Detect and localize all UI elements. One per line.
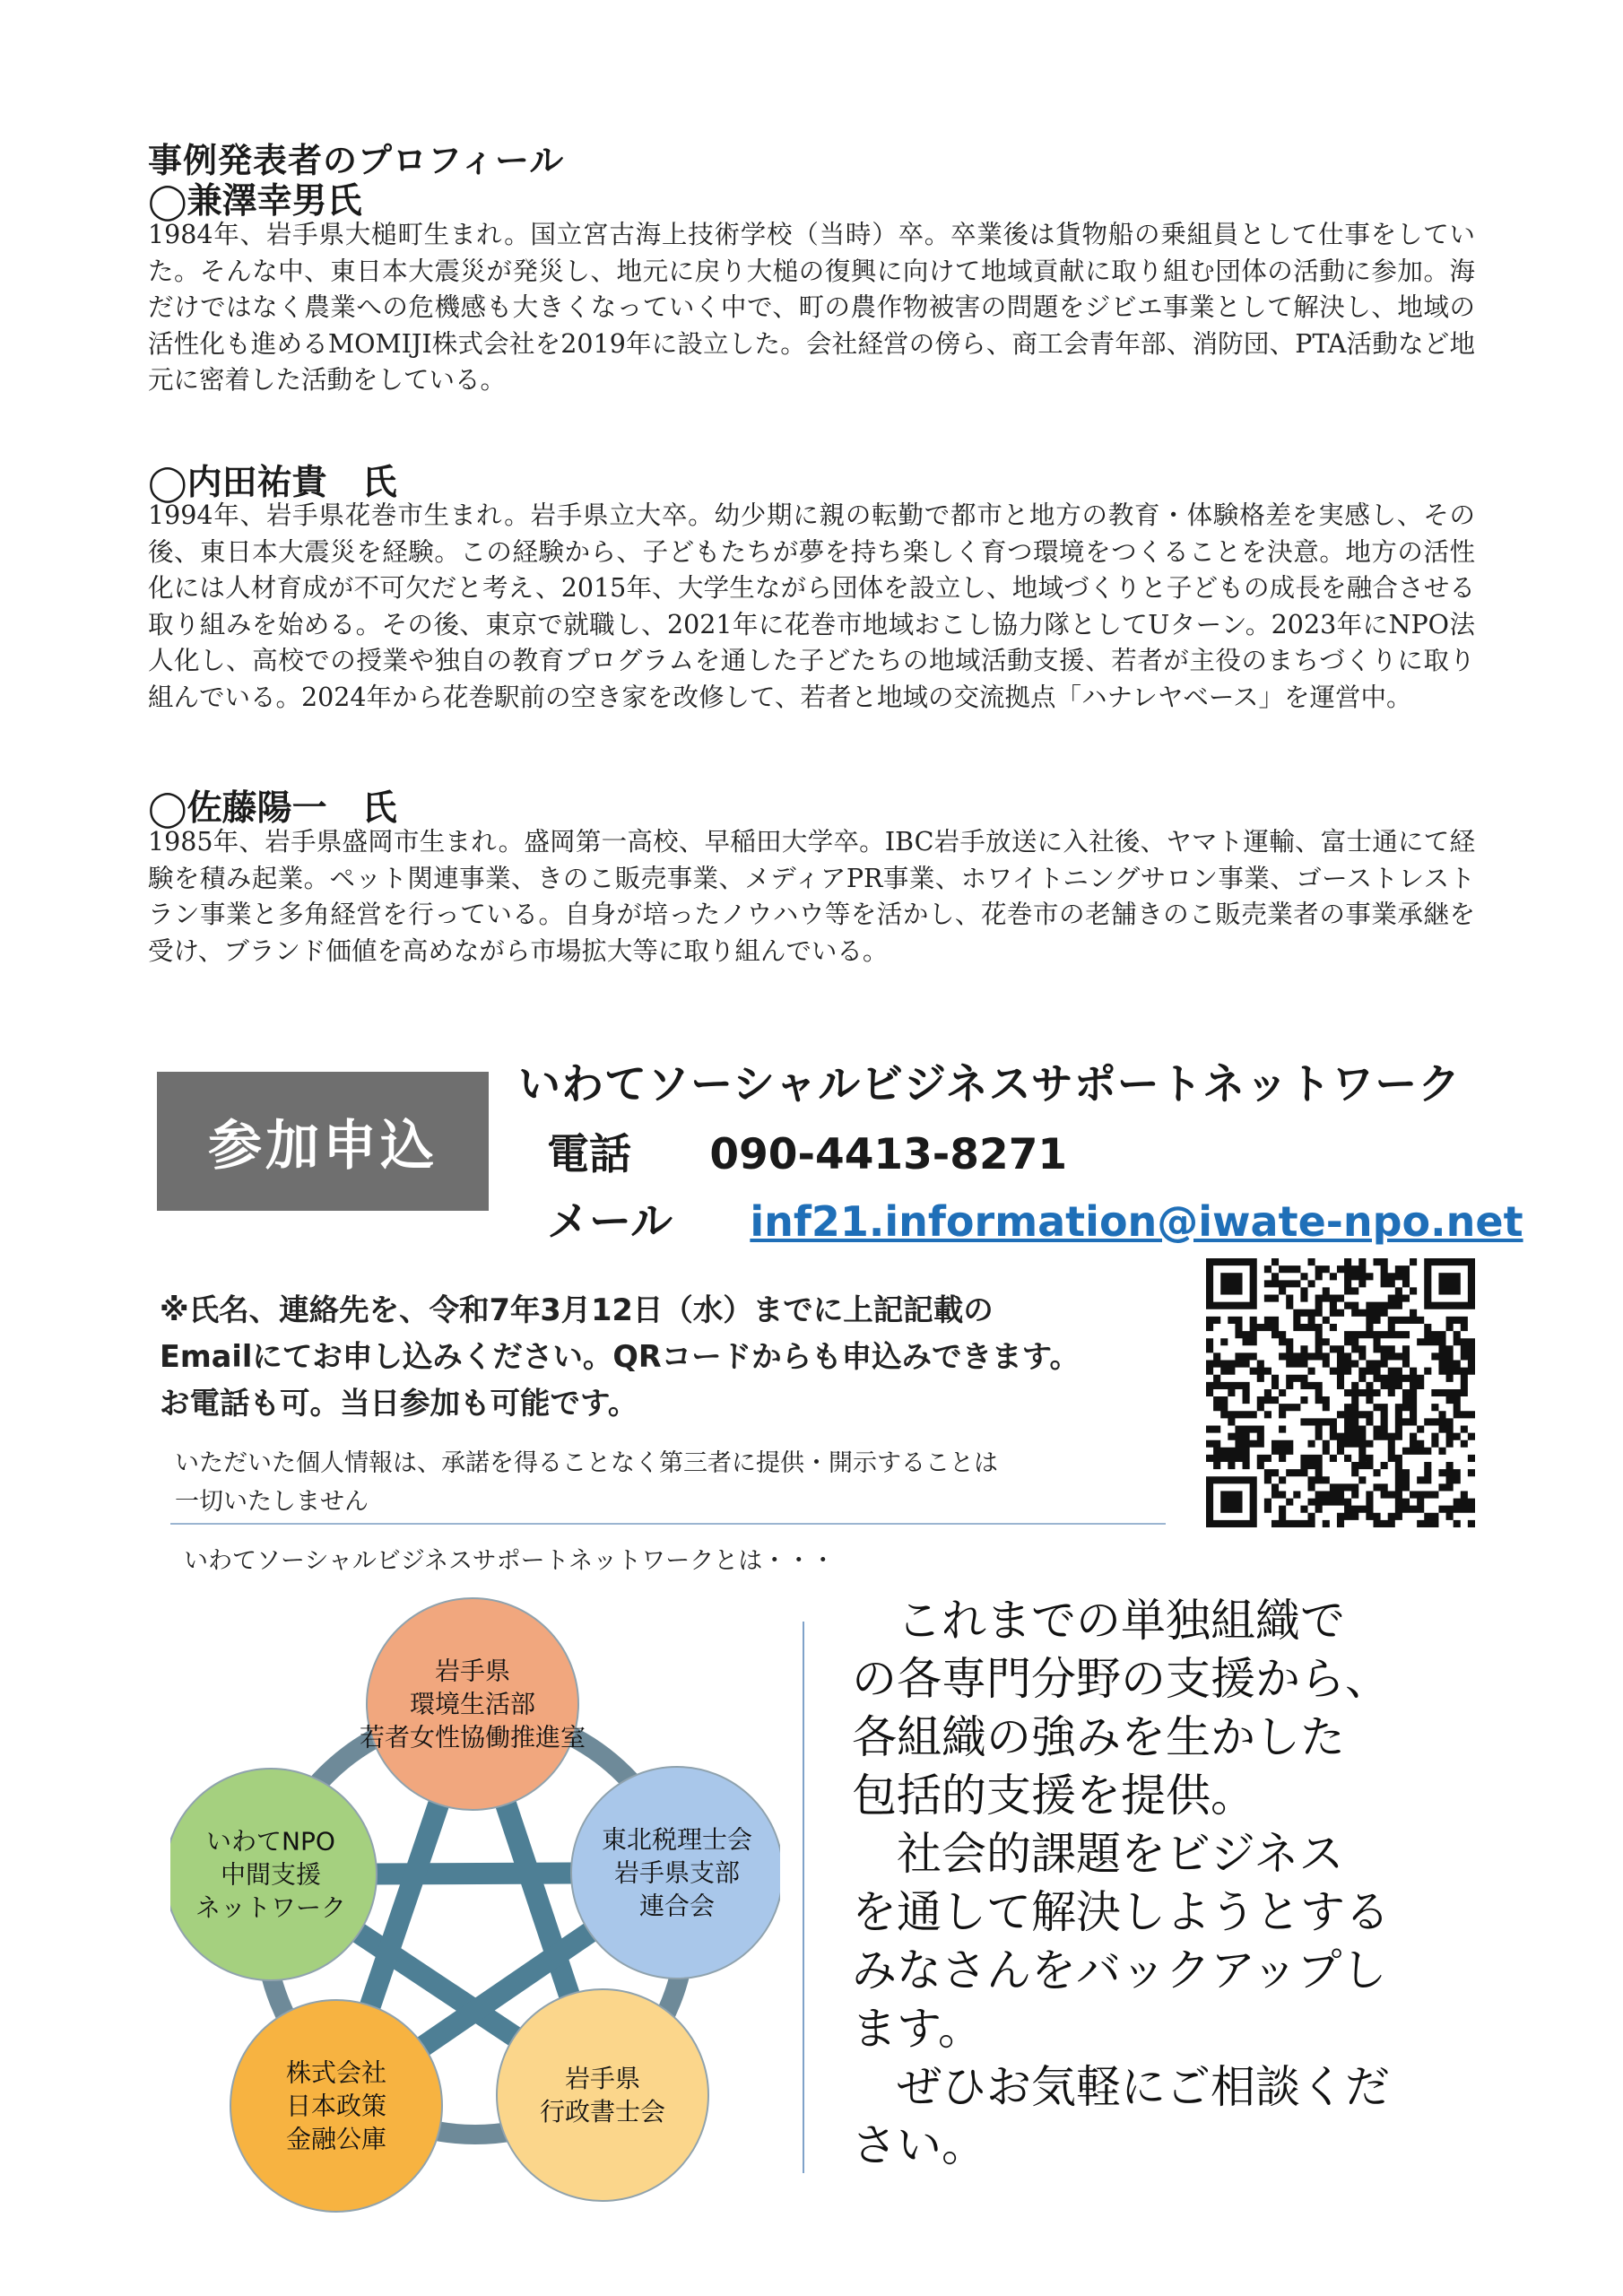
desc-line: の各専門分野の支援から、 xyxy=(852,1653,1390,1705)
speaker-name-1: ◯兼澤幸男氏 xyxy=(148,181,362,222)
desc-line: ぜひお気軽にご相談くだ xyxy=(852,2061,1390,2113)
privacy-line: いただいた個人情報は、承諾を得ることなく第三者に提供・開示することは xyxy=(175,1449,998,1477)
desc-line: さい。 xyxy=(852,2119,986,2171)
speaker-name-3: ◯佐藤陽一 氏 xyxy=(148,788,397,829)
mail-link[interactable]: inf21.information@iwate-npo.net xyxy=(750,1197,1523,1246)
circle-label-prefecture: 岩手県 環境生活部 若者女性協働推進室 xyxy=(359,1656,586,1752)
desc-line: 社会的課題をビジネス xyxy=(852,1828,1344,1880)
desc-line: ます。 xyxy=(852,2003,983,2055)
speaker-bio-2: 1994年、岩手県花巻市生まれ。岩手県立大卒。幼少期に親の転勤で都市と地方の教育・体験格差を実感し、その後、東日本大震災を経験。この経験から、子どもたちが夢を持ち楽しく育つ環境をつくることを決意。地方の活性化には人材育成が不可欠だと考え、2015年、大学生ながら団体を設立し、地域づくりと子どもの成長を融合させる取り組みを始める。その後、東京で就職し、2021年に花巻市地域おこし協力隊としてUターン。2023年にNPO法人化し、高校での授業や独自の教育プログラムを通した子どたちの地域活動支援、若者が主役のまちづくりに取り組んでいる。2024年から花巻駅前の空き家を改修して、若者と地域の交流拠点「ハナレヤベース」を運営中。 xyxy=(148,500,1475,712)
circle-label-npo: いわてNPO 中間支援 ネットワーク xyxy=(195,1826,347,1923)
apply-label: 参加申込 xyxy=(208,1114,438,1178)
qr-code-graphic xyxy=(1206,1258,1475,1527)
application-notice xyxy=(160,1287,1173,1427)
section-divider xyxy=(170,1523,1166,1525)
profile-title: 事例発表者のプロフィール xyxy=(148,141,565,180)
network-description xyxy=(852,1592,1497,2175)
circle-label-finance: 株式会社 日本政策 金融公庫 xyxy=(285,2057,387,2154)
privacy-line: 一切いたしません xyxy=(175,1488,369,1516)
notice-line: お電話も可。当日参加も可能です。 xyxy=(160,1386,638,1421)
mail-label: メール xyxy=(547,1197,673,1247)
circle-label-scrivener: 岩手県 行政書士会 xyxy=(539,2064,666,2126)
phone-number[interactable]: 090-4413-8271 xyxy=(709,1130,1068,1179)
notice-line: Emailにてお申し込みください。QRコードからも申込みできます。 xyxy=(160,1339,1080,1374)
qr-code-icon[interactable] xyxy=(1206,1258,1475,1527)
desc-line: 各組織の強みを生かした xyxy=(852,1711,1345,1763)
speaker-bio-3: 1985年、岩手県盛岡市生まれ。盛岡第一高校、早稲田大学卒。IBC岩手放送に入社後、ヤマト運輸、富士通にて経験を積み起業。ペット関連事業、きのこ販売事業、メディアPR事業、ホワイトニングサロン事業、ゴーストレストラン事業と多角経営を行っている。自身が培ったノウハウ等を活かし、花巻市の老舗きのこ販売業者の事業承継を受け、ブランド価値を高めながら市場拡大等に取り組んでいる。 xyxy=(148,827,1475,966)
phone-label: 電話 xyxy=(547,1130,631,1179)
desc-line: みなさんをバックアップし xyxy=(852,1944,1387,1996)
apply-label-box xyxy=(157,1072,489,1211)
network-diagram xyxy=(170,1587,780,2215)
privacy-notice xyxy=(175,1444,1143,1521)
org-name: いわてソーシャルビジネスサポートネットワーク xyxy=(518,1060,1462,1109)
speaker-bio-1: 1984年、岩手県大槌町生まれ。国立宮古海上技術学校（当時）卒。卒業後は貨物船の乗組員として仕事をしていた。そんな中、東日本大震災が発災し、地元に戻り大槌の復興に向けて地域貢献に取り組む団体の活動に参加。海だけではなく農業への危機感も大きくなっていく中で、町の農作物被害の問題をジビエ事業として解決し、地域の活性化も進めるMOMIJI株式会社を2019年に設立した。会社経営の傍ら、商工会青年部、消防団、PTA活動など地元に密着した活動をしている。 xyxy=(148,220,1475,395)
notice-line: ※氏名、連絡先を、令和7年3月12日（水）までに上記記載の xyxy=(160,1292,994,1327)
column-divider xyxy=(803,1622,804,2173)
speaker-name-2: ◯内田祐貴 氏 xyxy=(148,463,397,503)
desc-line: これまでの単独組織で xyxy=(852,1595,1345,1647)
phone-row xyxy=(547,1121,1067,1181)
desc-line: を通して解決しようとする xyxy=(852,1886,1390,1938)
desc-line: 包括的支援を提供。 xyxy=(852,1770,1255,1822)
circle-label-tax: 東北税理士会 岩手県支部 連合会 xyxy=(601,1824,753,1921)
about-heading: いわてソーシャルビジネスサポートネットワークとは・・・ xyxy=(184,1547,836,1575)
mail-row xyxy=(547,1188,1523,1248)
